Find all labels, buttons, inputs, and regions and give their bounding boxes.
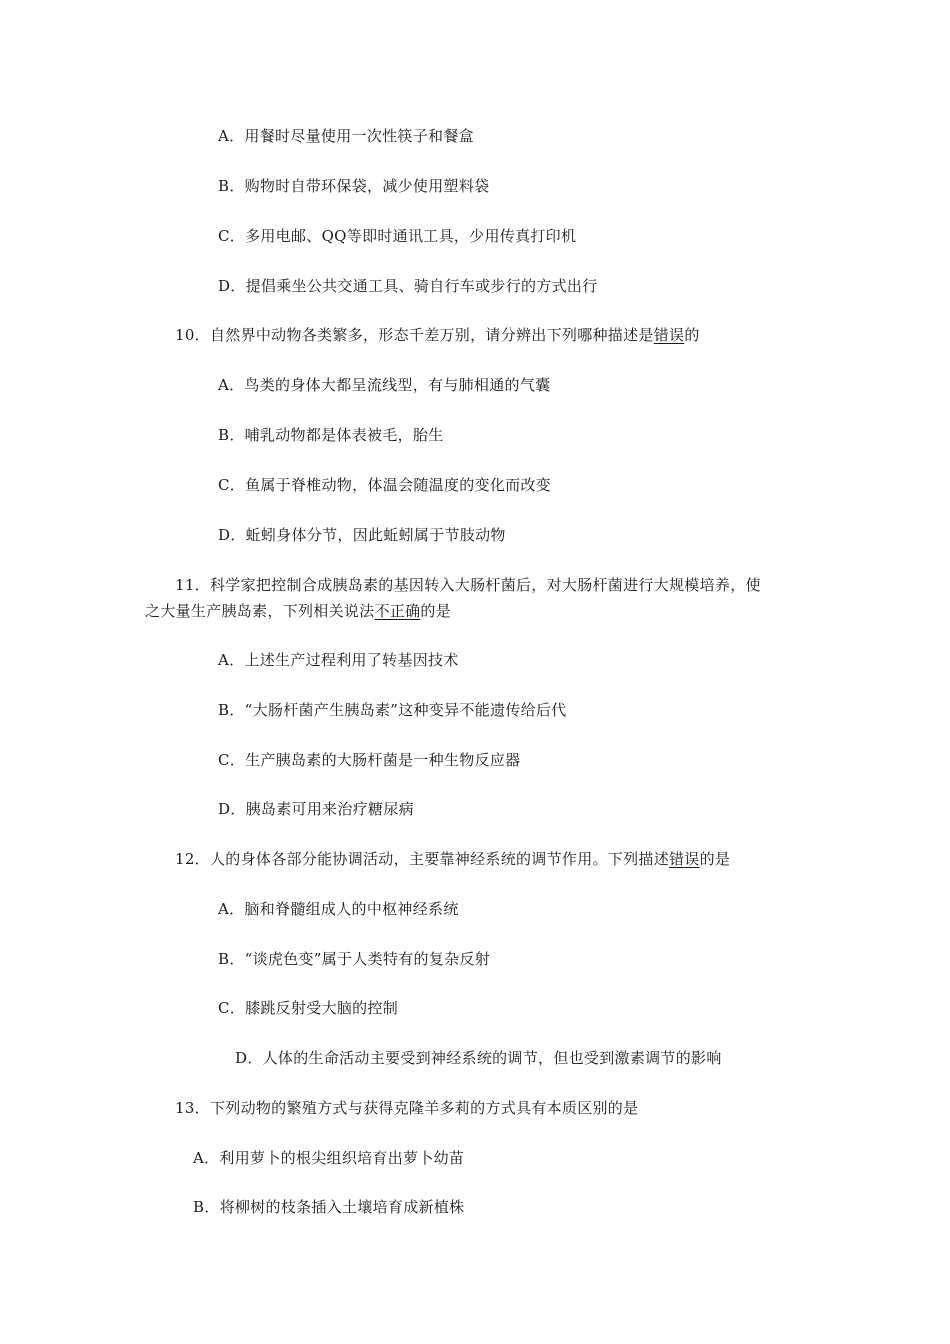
q9-option-c: C．多用电邮、QQ等即时通讯工具，少用传真打印机 [218, 227, 577, 245]
q12-option-c: C．膝跳反射受大脑的控制 [218, 999, 399, 1017]
q9-option-b: B．购物时自带环保袋，减少使用塑料袋 [218, 177, 490, 195]
q10-option-d: D．蚯蚓身体分节，因此蚯蚓属于节肢动物 [218, 526, 506, 544]
q10-option-c: C．鱼属于脊椎动物，体温会随温度的变化而改变 [218, 476, 552, 494]
q10-stem-emphasis: 错误 [653, 326, 685, 344]
q10-stem-prefix: 10．自然界中动物各类繁多，形态千差万别，请分辨出下列哪种描述是 [175, 326, 654, 344]
q9-option-a: A．用餐时尽量使用一次性筷子和餐盒 [218, 127, 474, 145]
q13-option-b: B．将柳树的枝条插入土壤培育成新植株 [193, 1198, 465, 1216]
q13-stem: 13．下列动物的繁殖方式与获得克隆羊多莉的方式具有本质区别的是 [175, 1099, 639, 1117]
q12-stem-prefix: 12．人的身体各部分能协调活动，主要靠神经系统的调节作用。下列描述 [175, 850, 669, 868]
q11-option-a: A．上述生产过程利用了转基因技术 [218, 651, 459, 669]
q12-stem-suffix: 的是 [699, 850, 731, 868]
q11-stem-line1: 11．科学家把控制合成胰岛素的基因转入大肠杆菌后，对大肠杆菌进行大规模培养，使 [175, 576, 761, 594]
q12-option-a: A．脑和脊髓组成人的中枢神经系统 [218, 900, 459, 918]
q12-stem-emphasis: 错误 [669, 850, 700, 868]
q11-stem-emphasis: 不正确 [374, 602, 421, 620]
q11-option-b: B．“大肠杆菌产生胰岛素”这种变异不能遗传给后代 [218, 701, 567, 719]
q11-stem-line2 [145, 601, 451, 621]
q11-option-d: D．胰岛素可用来治疗糖尿病 [218, 800, 414, 818]
q10-option-a: A．鸟类的身体大都呈流线型，有与肺相通的气囊 [218, 376, 551, 394]
q10-stem [175, 325, 700, 345]
q12-stem [175, 849, 730, 869]
q12-option-b: B．“谈虎色变”属于人类特有的复杂反射 [218, 950, 491, 968]
q11-option-c: C．生产胰岛素的大肠杆菌是一种生物反应器 [218, 751, 521, 769]
q11-stem-suffix: 的是 [420, 602, 452, 620]
q13-option-a: A．利用萝卜的根尖组织培育出萝卜幼苗 [193, 1149, 465, 1167]
q9-option-d: D．提倡乘坐公共交通工具、骑自行车或步行的方式出行 [218, 277, 598, 295]
q10-stem-suffix: 的 [684, 326, 700, 344]
q11-stem-prefix: 之大量生产胰岛素，下列相关说法 [145, 602, 375, 620]
q12-option-d: D．人体的生命活动主要受到神经系统的调节，但也受到激素调节的影响 [235, 1049, 722, 1067]
q10-option-b: B．哺乳动物都是体表被毛，胎生 [218, 426, 444, 444]
